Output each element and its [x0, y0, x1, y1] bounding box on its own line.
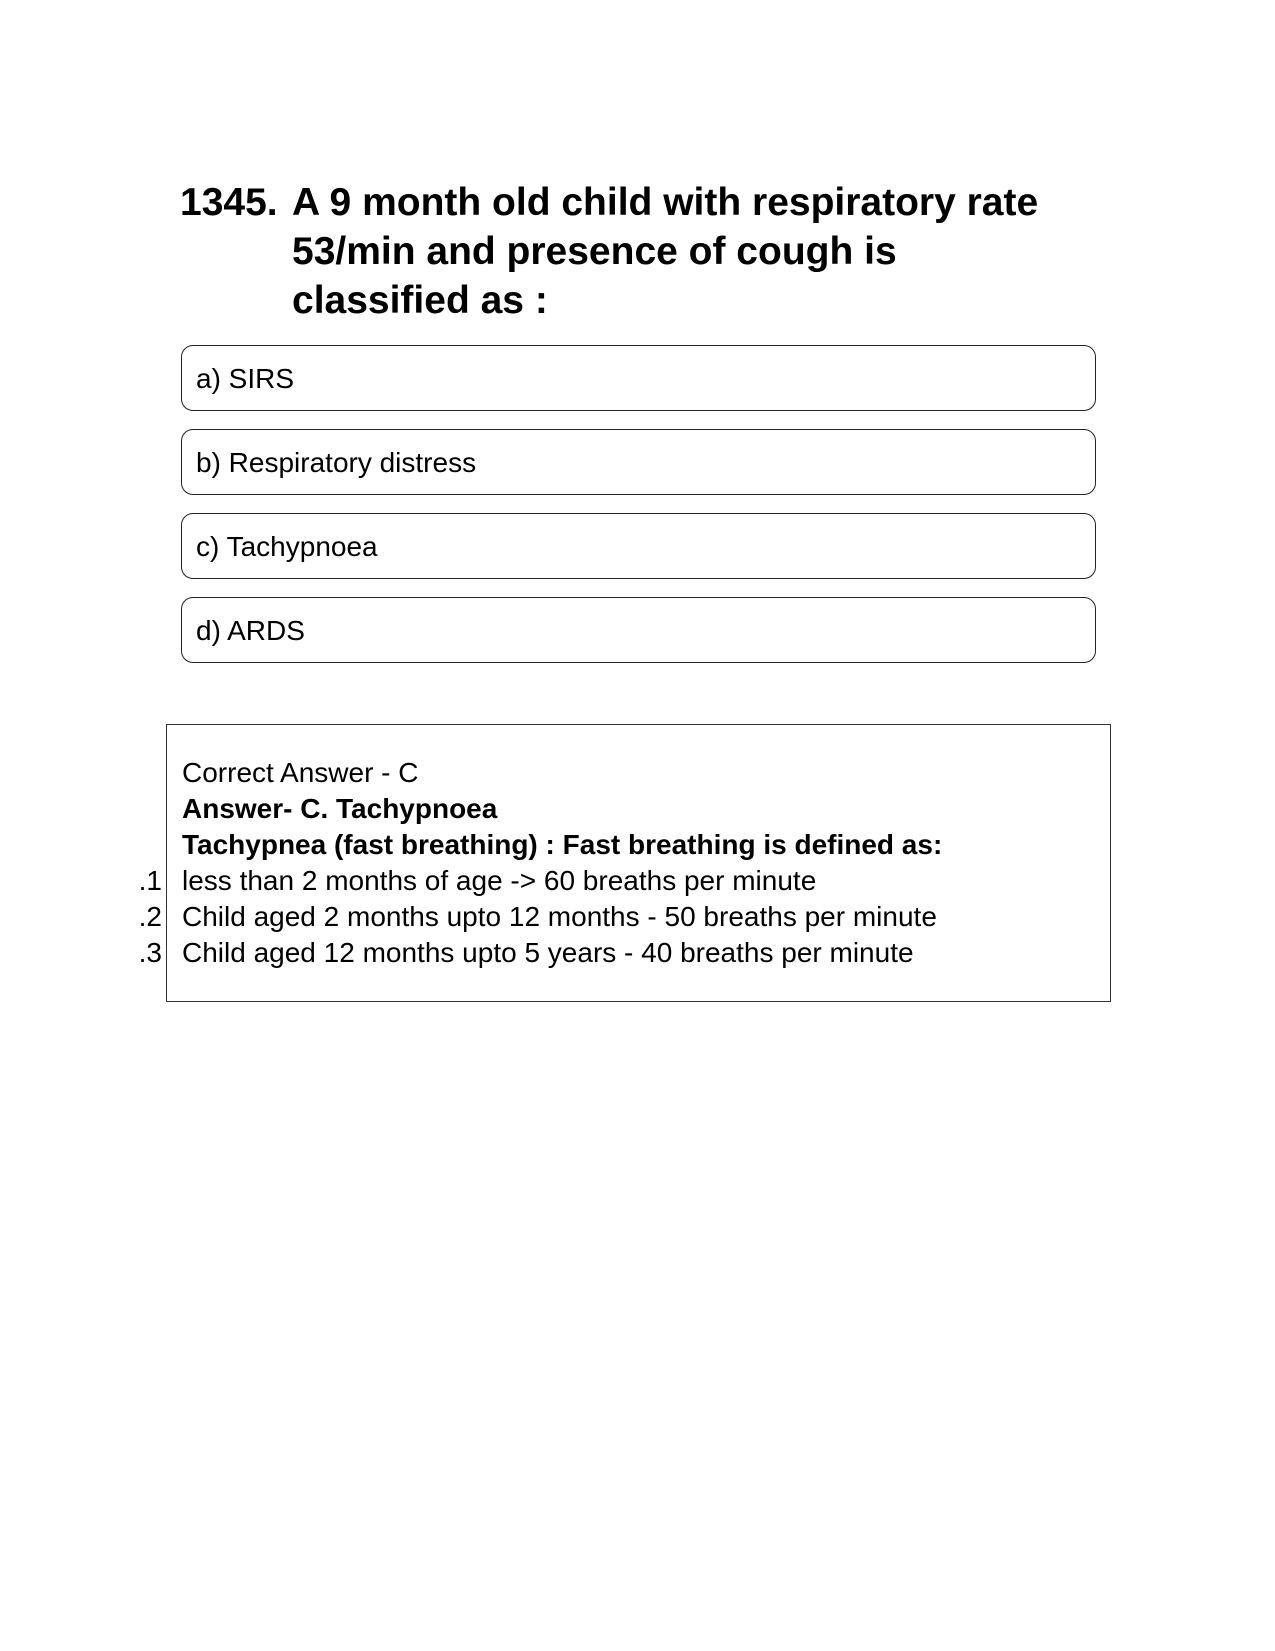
list-item-2: Child aged 2 months upto 12 months - 50 breaths per minute: [182, 901, 937, 932]
question: [180, 178, 1060, 325]
list-marker-1: 1.: [138, 865, 162, 896]
option-c[interactable]: c) Tachypnoea: [181, 513, 1096, 579]
question-number: 1345.: [180, 181, 278, 224]
correct-answer: Correct Answer - C: [182, 757, 419, 788]
answer-definition: Tachypnea (fast breathing) : Fast breathing is defined as:: [182, 829, 943, 860]
list-marker-3: 3.: [138, 937, 162, 968]
list-item-1: less than 2 months of age -> 60 breaths per minute: [182, 865, 817, 896]
list-item-3: Child aged 12 months upto 5 years - 40 breaths per minute: [182, 937, 914, 968]
list-marker-2: 2.: [138, 901, 162, 932]
option-a[interactable]: a) SIRS: [181, 345, 1096, 411]
answer-heading: Answer- C. Tachypnoea: [182, 793, 498, 824]
option-b[interactable]: b) Respiratory distress: [181, 429, 1096, 495]
question-text: A 9 month old child with respiratory rate 53/min and presence of cough is classified as :: [292, 181, 1039, 322]
option-d[interactable]: d) ARDS: [181, 597, 1096, 663]
